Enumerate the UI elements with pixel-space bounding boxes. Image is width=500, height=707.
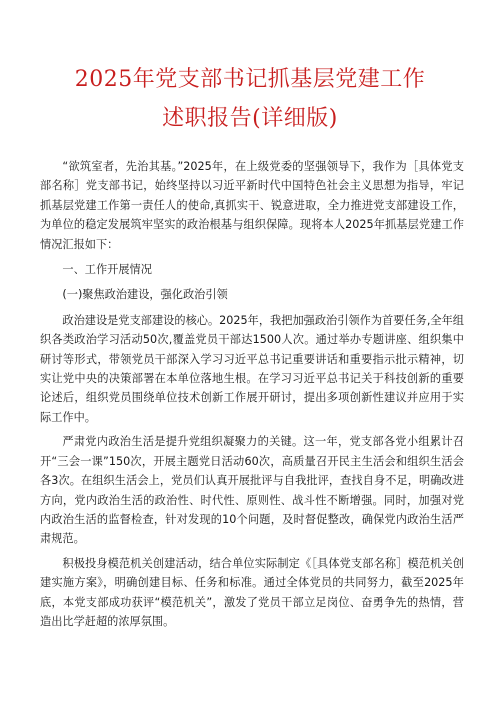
body-paragraph-political-building: 政治建设是党支部建设的核心。2025年，我把加强政治引领作为首要任务,全年组织各类政治学习活动50次,覆盖党员干部达1500人次。通过举办专题讲座、组织集中研讨等形式，带领党员干部深入学习习近平总书记重要讲话和重要指示批示精神，切实让党中央的决策部署在本单位落地生根。在学习习近平总书记关于科技创新的重要论述后，组织党员围绕单位技术创新工作展开研讨，提出多项创新性建议并应用于实际工作中。 [40,313,464,424]
section-heading: 一、工作开展情况 [62,263,152,277]
body-paragraph-party-life: 严肃党内政治生活是提升党组织凝聚力的关键。这一年，党支部各党小组累计召开“三会一课”150次，开展主题党日活动60次，高质量召开民主生活会和组织生活会各3次。在组织生活会上，党员们认真开展批评与自我批评，查找自身不足，明确改进方向，党内政治生活的政治性、时代性、原则性、战斗性不断增强。同时，加强对党内政治生活的监督检查，针对发现的10个问题，及时督促整改，确保党内政治生活严肃规范。 [40,435,464,546]
subsection-heading: (一)聚焦政治建设，强化政治引领 [62,288,228,302]
body-paragraph-model-organ: 积极投身模范机关创建活动，结合单位实际制定《［具体党支部名称］模范机关创建实施方案》，明确创建目标、任务和标准。通过全体党员的共同努力，截至2025年底，本党支部成功获评“模范机关”，激发了党员干部立足岗位、奋勇争先的热情，营造出比学赶超的浓厚氛围。 [40,556,464,628]
document-body [40,157,464,636]
intro-paragraph: “欲筑室者，先治其基。”2025年，在上级党委的坚强领导下，我作为［具体党支部名称］党支部书记，始终坚持以习近平新时代中国特色社会主义思想为指导，牢记抓基层党建工作第一责任人的使命,真抓实干、锐意进取，全力推进党支部建设工作，为单位的稳定发展筑牢坚实的政治根基与组织保障。现将本人2025年抓基层党建工作情况汇报如下： [40,160,464,251]
document-title-line-1: 2025年党支部书记抓基层党建工作 [74,67,426,92]
document-title-line-2: 述职报告(详细版) [162,106,338,131]
